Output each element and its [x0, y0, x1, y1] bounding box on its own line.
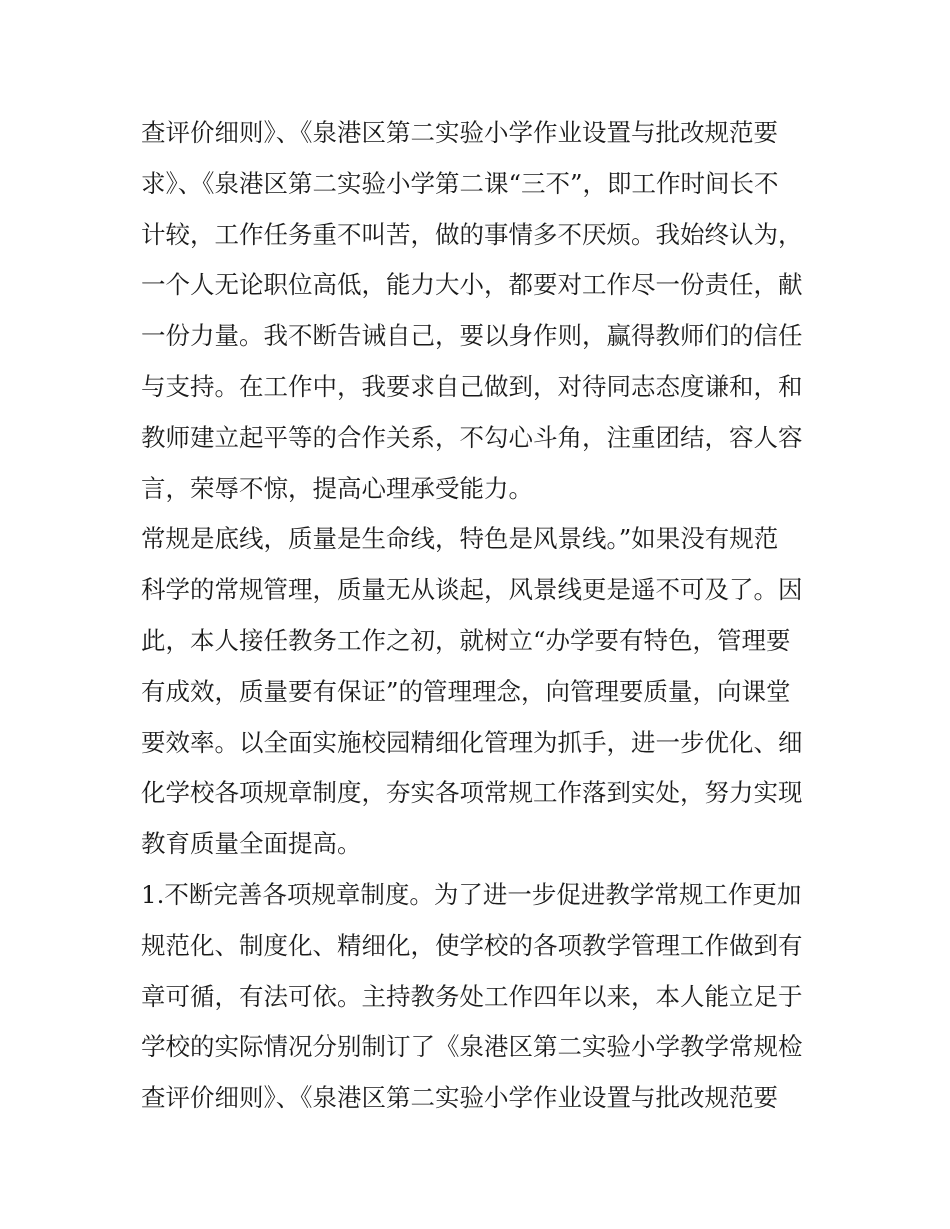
text-line-7: 教师建立起平等的合作关系，不勾心斗角，注重团结，容人容 — [141, 422, 803, 452]
text-line-17: 规范化、制度化、精细化，使学校的各项教学管理工作做到有 — [141, 930, 803, 960]
text-line-19: 学校的实际情况分别制订了《泉港区第二实验小学教学常规检 — [141, 1032, 803, 1062]
text-line-1: 查评价细则》、《泉港区第二实验小学作业设置与批改规范要 — [141, 118, 778, 147]
text-line-11: 此，本人接任教务工作之初，就树立“办学要有特色，管理要 — [141, 625, 791, 655]
text-line-12: 有成效，质量要有保证”的管理理念，向管理要质量，向课堂 — [141, 676, 791, 706]
text-line-5: 一份力量。我不断告诫自己，要以身作则，赢得教师们的信任 — [141, 321, 803, 351]
text-line-6: 与支持。在工作中，我要求自己做到，对待同志态度谦和，和 — [141, 371, 803, 401]
text-line-8: 言，荣辱不惊，提高心理承受能力。 — [141, 473, 533, 503]
text-line-16: 1.不断完善各项规章制度。为了进一步促进教学常规工作更加 — [141, 879, 802, 909]
text-line-3: 计较，工作任务重不叫苦，做的事情多不厌烦。我始终认为， — [141, 219, 803, 249]
text-line-10: 科学的常规管理，质量无从谈起，风景线更是遥不可及了。因 — [141, 575, 803, 605]
text-line-13: 要效率。以全面实施校园精细化管理为抓手，进一步优化、细 — [141, 727, 803, 757]
text-line-18: 章可循，有法可依。主持教务处工作四年以来，本人能立足于 — [141, 981, 803, 1011]
text-line-14: 化学校各项规章制度，夯实各项常规工作落到实处，努力实现 — [141, 778, 803, 808]
text-line-2: 求》、《泉港区第二实验小学第二课“三不”，即工作时间长不 — [141, 168, 779, 198]
text-line-4: 一个人无论职位高低，能力大小，都要对工作尽一份责任，献 — [141, 270, 803, 300]
body-text — [141, 108, 821, 1124]
text-line-20: 查评价细则》、《泉港区第二实验小学作业设置与批改规范要 — [141, 1083, 778, 1113]
text-line-9: 常规是底线，质量是生命线，特色是风景线。”如果没有规范 — [141, 524, 779, 554]
text-line-15: 教育质量全面提高。 — [141, 829, 362, 859]
